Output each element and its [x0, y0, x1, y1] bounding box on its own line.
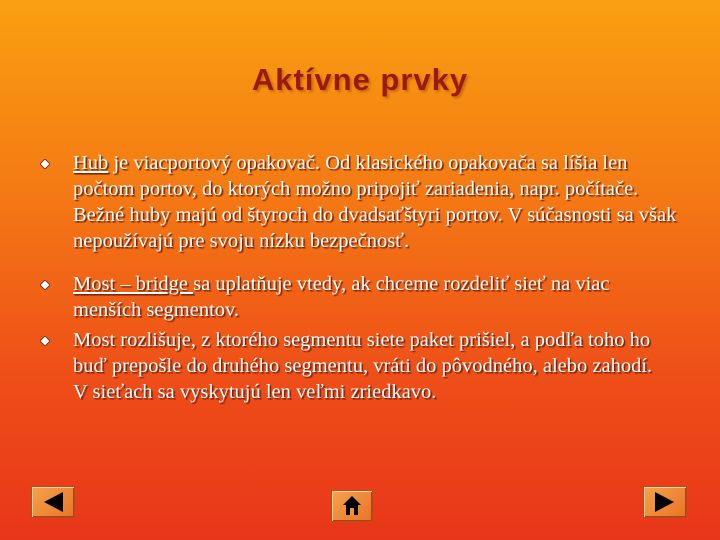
house-icon	[332, 491, 372, 521]
triangle-left-icon	[32, 487, 74, 517]
diamond-bullet-icon	[40, 159, 50, 169]
hub-description: je viacportový opakovač. Od klasického opakovača sa líšia len počtom portov, do ktorých možno pripojiť zariadenia, napr. počítače. Bežné huby majú od štyroch do dvadsaťštyri portov. V súčasnosti sa však nepoužívajú pre svoju nízku bezpečnosť.	[73, 152, 677, 252]
bullet-list	[40, 150, 680, 411]
bridge-link[interactable]: Most – bridge	[73, 273, 194, 295]
bridge-detail-text: Most rozlišuje, z ktorého segmentu siete paket prišiel, a podľa toho ho buď prepošle do druhého segmentu, vráti do pôvodného, alebo zahodí.	[73, 329, 653, 377]
bridge-description: sa uplatňuje vtedy, ak chceme rozdeliť sieť na viac menších segmentov.	[73, 273, 610, 321]
next-button[interactable]	[643, 486, 687, 518]
slide-title: Aktívne prvky	[251, 62, 469, 97]
diamond-bullet-icon	[40, 336, 50, 346]
hub-link[interactable]: Hub	[73, 152, 109, 174]
triangle-right-icon	[644, 487, 686, 517]
back-button[interactable]	[31, 486, 75, 518]
diamond-bullet-icon	[40, 280, 50, 290]
bullet-hub	[40, 150, 680, 254]
bullet-bridge	[40, 271, 680, 323]
home-button[interactable]	[331, 490, 373, 522]
bullet-bridge-detail	[40, 327, 680, 405]
bridge-rarity-text: V sieťach sa vyskytujú len veľmi zriedkavo.	[73, 381, 437, 403]
